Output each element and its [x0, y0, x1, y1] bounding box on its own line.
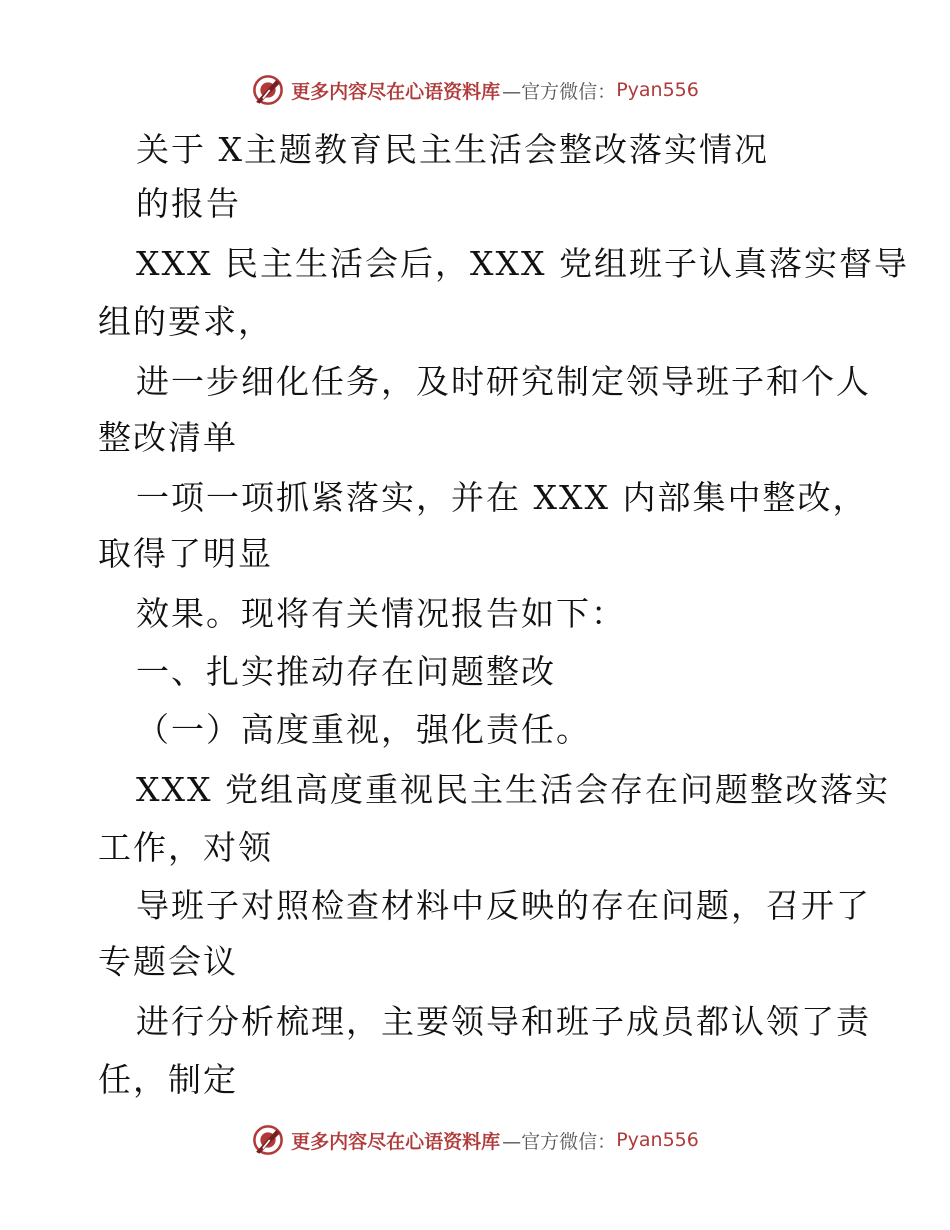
paragraph-line: 一项一项抓紧落实，并在 XXX 内部集中整改， [136, 478, 868, 517]
title-line-1: 关于 X主题教育民主生活会整改落实情况 [136, 130, 769, 169]
header-text: 更多内容尽在心语资料库 [291, 80, 501, 103]
paragraph-line: XXX 党组高度重视民主生活会存在问题整改落实 [136, 770, 890, 809]
paragraph-line: 效果。现将有关情况报告如下： [136, 594, 626, 633]
header-banner [0, 70, 950, 110]
paragraph-line: XXX 民主生活会后，XXX 党组班子认真落实督导 [136, 244, 909, 283]
paragraph-line: 导班子对照检查材料中反映的存在问题，召开了 [136, 886, 871, 925]
footer-banner [0, 1120, 950, 1160]
paragraph-line: 取得了明显 [98, 534, 273, 573]
title-line-2: 的报告 [136, 184, 241, 223]
subsection-heading: （一）高度重视，强化责任。 [136, 710, 591, 749]
header-mid: —官方微信： [502, 80, 617, 103]
footer-wechat: Pyan556 [616, 1129, 699, 1151]
paragraph-line: 专题会议 [98, 942, 238, 981]
paragraph-line: 进行分析梳理，主要领导和班子成员都认领了责 [136, 1002, 871, 1041]
paragraph-line: 进一步细化任务，及时研究制定领导班子和个人 [136, 362, 871, 401]
footer-text: 更多内容尽在心语资料库 [291, 1130, 501, 1153]
paragraph-line: 任，制定 [98, 1060, 238, 1099]
paragraph-line: 工作，对领 [98, 828, 273, 867]
section-heading: 一、扎实推动存在问题整改 [136, 652, 556, 691]
paragraph-line: 组的要求， [98, 302, 273, 341]
pen-logo-icon [251, 1123, 285, 1157]
footer-mid: —官方微信： [502, 1130, 617, 1153]
paragraph-line: 整改清单 [98, 418, 238, 457]
pen-logo-icon [251, 73, 285, 107]
header-wechat: Pyan556 [616, 79, 699, 101]
